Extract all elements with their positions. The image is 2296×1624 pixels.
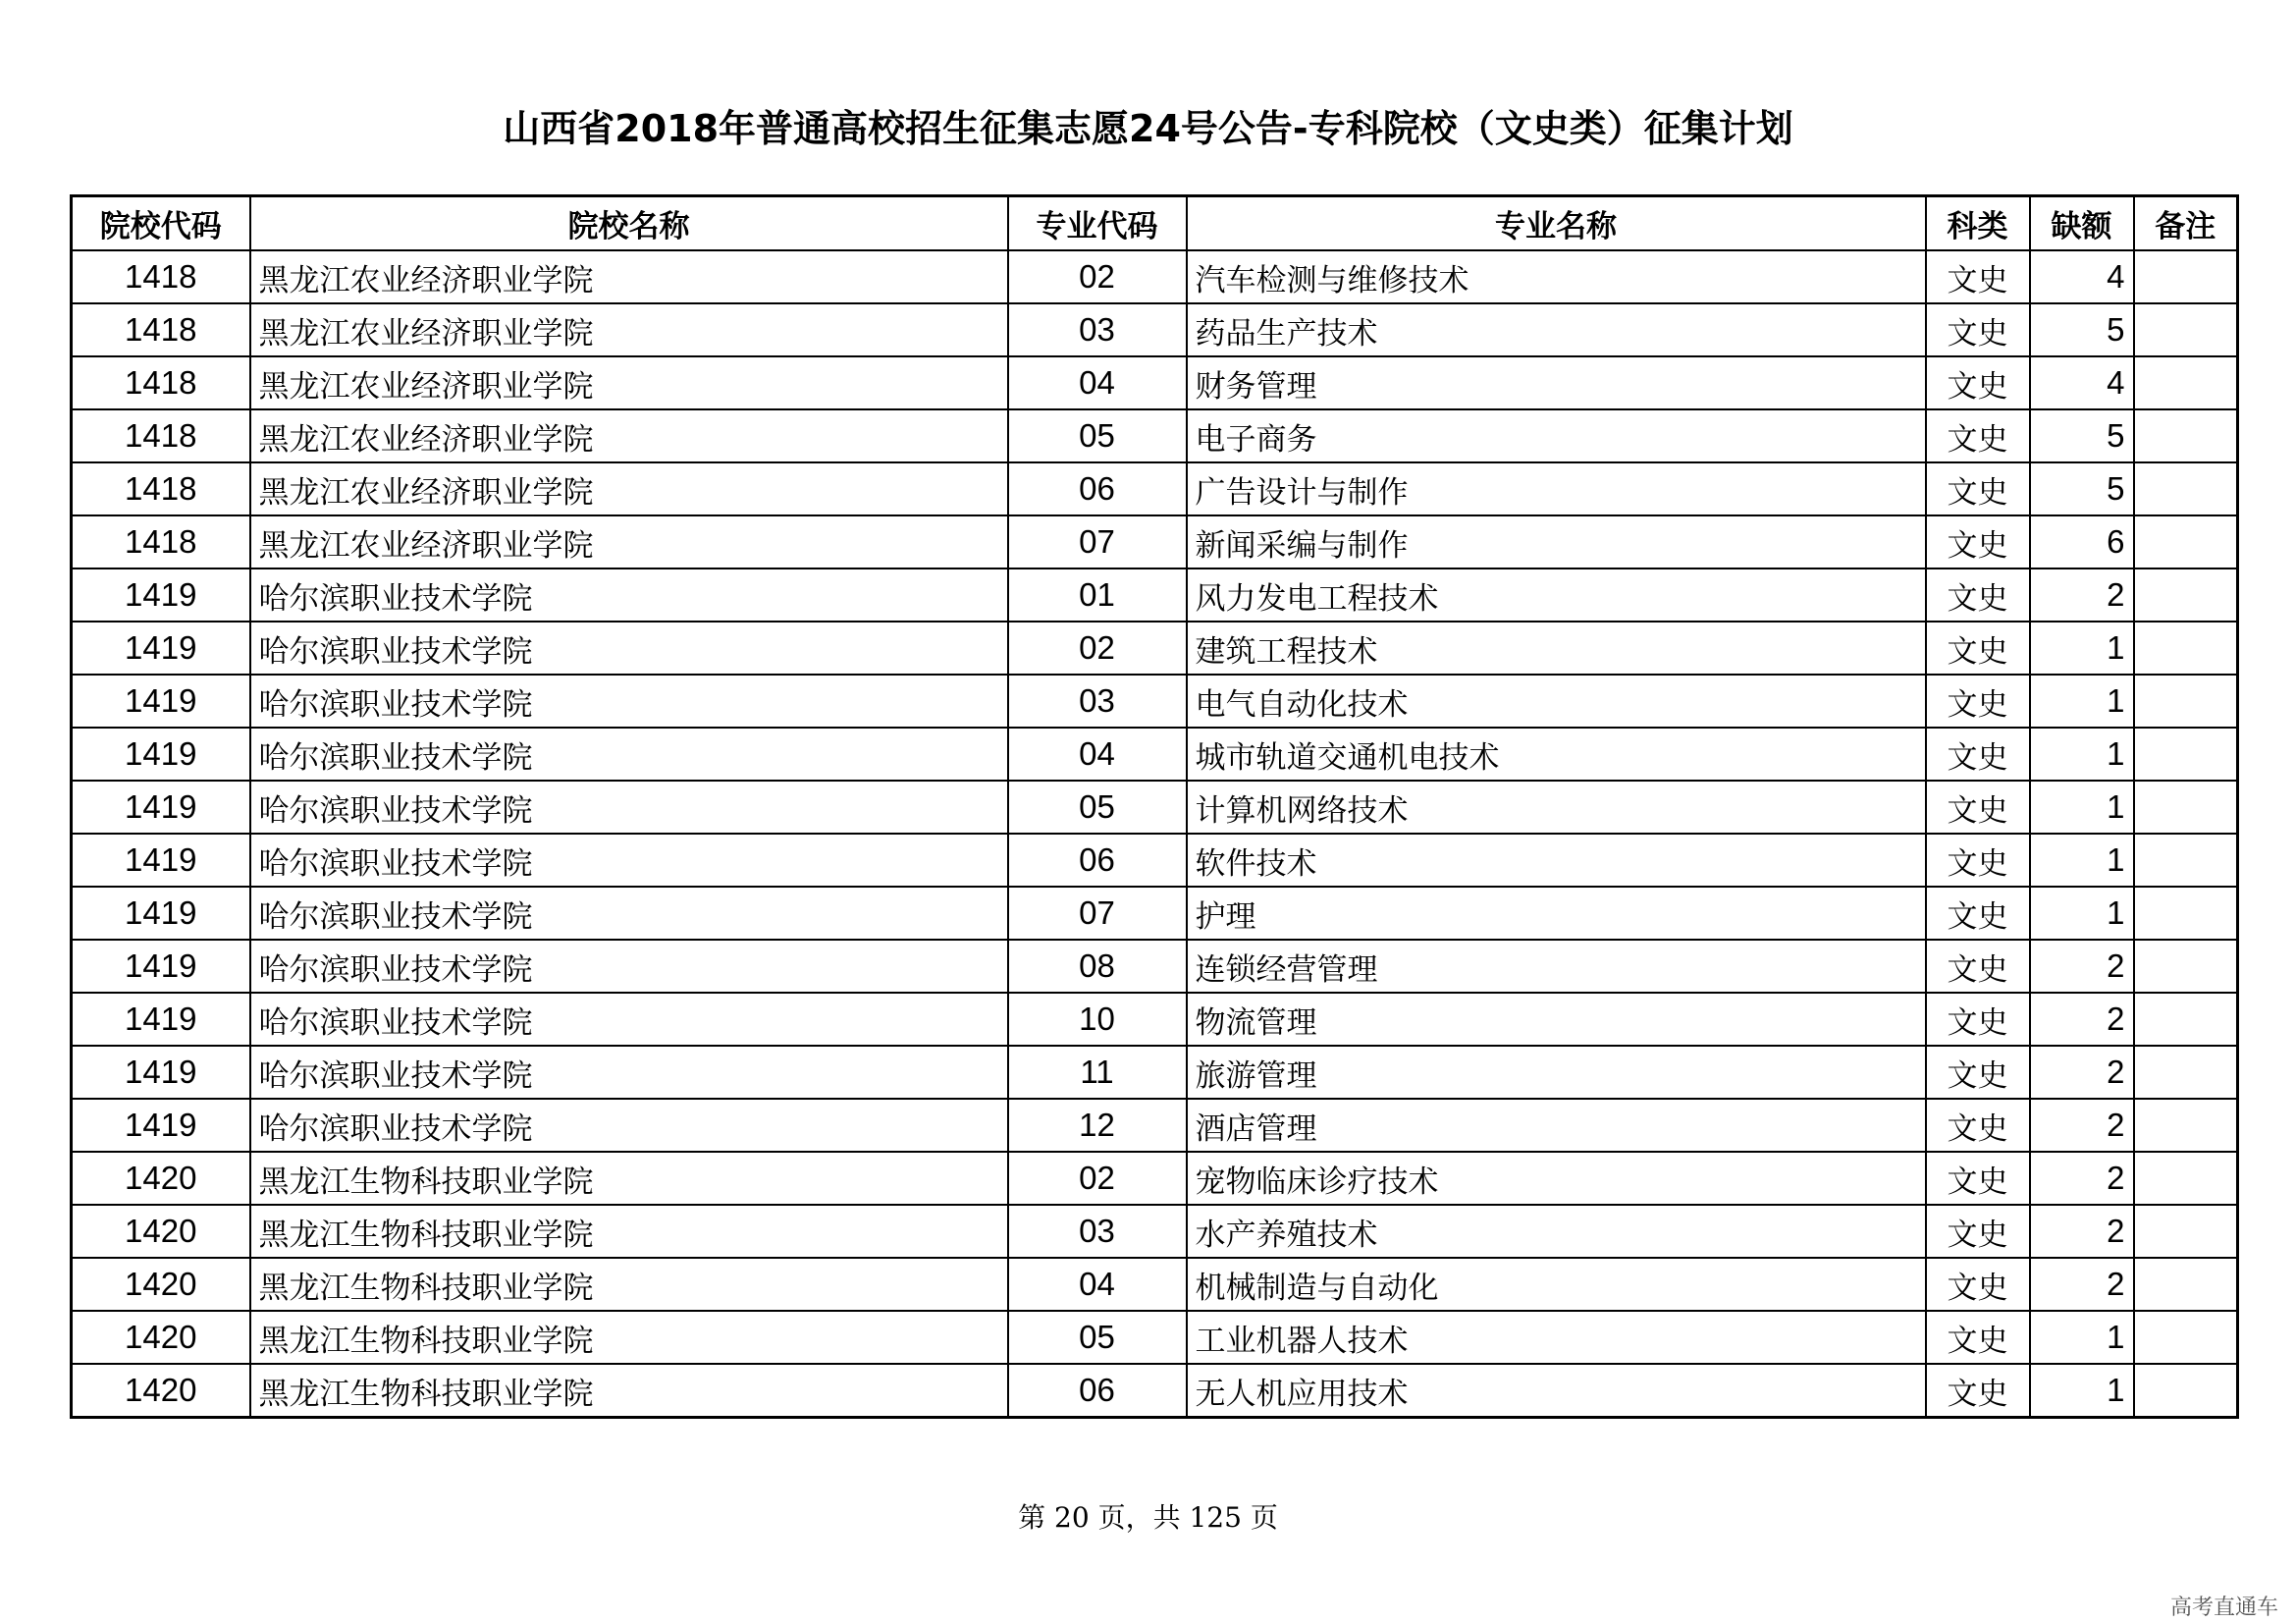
cell-major-code: 11 [1008,1046,1187,1099]
table-row [72,1258,2238,1311]
table-row [72,568,2238,622]
cell-school-name: 黑龙江农业经济职业学院 [250,515,1008,568]
cell-major-name: 财务管理 [1187,356,1926,409]
cell-quota: 2 [2030,1099,2134,1152]
cell-school-code: 1419 [72,834,250,887]
table-row [72,1099,2238,1152]
page-number-footer: 第 20 页，共 125 页 [1018,1501,1278,1534]
cell-major-name: 连锁经营管理 [1187,940,1926,993]
cell-major-code: 04 [1008,728,1187,781]
table-row [72,1152,2238,1205]
cell-category: 文史 [1926,356,2030,409]
cell-school-name: 哈尔滨职业技术学院 [250,675,1008,728]
cell-major-name: 新闻采编与制作 [1187,515,1926,568]
table-row [72,250,2238,303]
header-remarks: 备注 [2134,196,2238,251]
cell-major-code: 03 [1008,1205,1187,1258]
cell-category: 文史 [1926,1099,2030,1152]
cell-remarks [2134,1046,2238,1099]
table-row [72,781,2238,834]
cell-quota: 1 [2030,1311,2134,1364]
table-header-row [72,196,2238,251]
cell-remarks [2134,728,2238,781]
cell-major-code: 07 [1008,887,1187,940]
cell-remarks [2134,1152,2238,1205]
table-row [72,622,2238,675]
cell-remarks [2134,834,2238,887]
cell-school-code: 1420 [72,1152,250,1205]
cell-major-name: 风力发电工程技术 [1187,568,1926,622]
table-row [72,1311,2238,1364]
cell-remarks [2134,462,2238,515]
cell-remarks [2134,568,2238,622]
cell-major-name: 工业机器人技术 [1187,1311,1926,1364]
cell-major-code: 03 [1008,675,1187,728]
cell-school-name: 哈尔滨职业技术学院 [250,1099,1008,1152]
cell-quota: 5 [2030,303,2134,356]
cell-school-name: 哈尔滨职业技术学院 [250,622,1008,675]
header-school-name: 院校名称 [250,196,1008,251]
cell-category: 文史 [1926,1258,2030,1311]
cell-school-name: 哈尔滨职业技术学院 [250,993,1008,1046]
cell-remarks [2134,1205,2238,1258]
cell-major-code: 04 [1008,1258,1187,1311]
page-title: 山西省2018年普通高校招生征集志愿24号公告-专科院校（文史类）征集计划 [503,107,1793,150]
cell-quota: 2 [2030,993,2134,1046]
table-row [72,940,2238,993]
cell-quota: 5 [2030,462,2134,515]
table-row [72,993,2238,1046]
cell-major-name: 酒店管理 [1187,1099,1926,1152]
cell-quota: 2 [2030,568,2134,622]
cell-category: 文史 [1926,1205,2030,1258]
cell-remarks [2134,356,2238,409]
table-row [72,409,2238,462]
cell-school-name: 黑龙江农业经济职业学院 [250,356,1008,409]
cell-quota: 1 [2030,834,2134,887]
table-row [72,887,2238,940]
cell-major-name: 宠物临床诊疗技术 [1187,1152,1926,1205]
cell-major-name: 计算机网络技术 [1187,781,1926,834]
cell-major-code: 02 [1008,250,1187,303]
cell-major-code: 12 [1008,1099,1187,1152]
cell-category: 文史 [1926,462,2030,515]
cell-major-name: 电子商务 [1187,409,1926,462]
cell-school-code: 1418 [72,303,250,356]
cell-school-name: 黑龙江生物科技职业学院 [250,1205,1008,1258]
cell-school-name: 哈尔滨职业技术学院 [250,568,1008,622]
cell-school-name: 黑龙江生物科技职业学院 [250,1258,1008,1311]
header-quota: 缺额 [2030,196,2134,251]
cell-remarks [2134,1311,2238,1364]
cell-major-code: 03 [1008,303,1187,356]
cell-major-name: 电气自动化技术 [1187,675,1926,728]
cell-remarks [2134,1258,2238,1311]
cell-school-name: 哈尔滨职业技术学院 [250,1046,1008,1099]
cell-category: 文史 [1926,834,2030,887]
cell-school-name: 哈尔滨职业技术学院 [250,781,1008,834]
cell-school-code: 1419 [72,887,250,940]
table-row [72,462,2238,515]
cell-category: 文史 [1926,409,2030,462]
cell-school-name: 黑龙江生物科技职业学院 [250,1152,1008,1205]
cell-major-name: 药品生产技术 [1187,303,1926,356]
cell-school-name: 哈尔滨职业技术学院 [250,940,1008,993]
cell-school-code: 1418 [72,250,250,303]
cell-remarks [2134,993,2238,1046]
cell-school-code: 1419 [72,1046,250,1099]
cell-quota: 1 [2030,781,2134,834]
cell-category: 文史 [1926,568,2030,622]
cell-quota: 2 [2030,940,2134,993]
cell-major-code: 02 [1008,1152,1187,1205]
cell-major-code: 05 [1008,1311,1187,1364]
cell-category: 文史 [1926,1046,2030,1099]
cell-category: 文史 [1926,303,2030,356]
cell-quota: 2 [2030,1258,2134,1311]
cell-school-name: 哈尔滨职业技术学院 [250,728,1008,781]
cell-quota: 4 [2030,250,2134,303]
cell-school-name: 哈尔滨职业技术学院 [250,887,1008,940]
cell-category: 文史 [1926,887,2030,940]
table-row [72,1205,2238,1258]
cell-remarks [2134,887,2238,940]
cell-quota: 2 [2030,1046,2134,1099]
cell-category: 文史 [1926,781,2030,834]
cell-school-code: 1420 [72,1311,250,1364]
cell-school-code: 1418 [72,515,250,568]
cell-school-name: 黑龙江农业经济职业学院 [250,462,1008,515]
cell-school-name: 黑龙江农业经济职业学院 [250,250,1008,303]
cell-school-code: 1420 [72,1205,250,1258]
cell-quota: 6 [2030,515,2134,568]
cell-major-code: 10 [1008,993,1187,1046]
cell-school-name: 黑龙江农业经济职业学院 [250,409,1008,462]
cell-major-code: 05 [1008,409,1187,462]
cell-category: 文史 [1926,515,2030,568]
cell-quota: 5 [2030,409,2134,462]
cell-remarks [2134,515,2238,568]
cell-major-name: 广告设计与制作 [1187,462,1926,515]
cell-school-code: 1418 [72,409,250,462]
cell-school-code: 1420 [72,1364,250,1418]
watermark-text: 高考直通车 [2169,1596,2278,1620]
cell-category: 文史 [1926,993,2030,1046]
table-row [72,834,2238,887]
cell-category: 文史 [1926,675,2030,728]
cell-quota: 1 [2030,622,2134,675]
cell-major-name: 城市轨道交通机电技术 [1187,728,1926,781]
cell-school-code: 1419 [72,993,250,1046]
cell-major-name: 机械制造与自动化 [1187,1258,1926,1311]
cell-remarks [2134,781,2238,834]
cell-remarks [2134,303,2238,356]
cell-remarks [2134,409,2238,462]
cell-major-code: 02 [1008,622,1187,675]
cell-school-name: 黑龙江生物科技职业学院 [250,1364,1008,1418]
cell-major-name: 物流管理 [1187,993,1926,1046]
cell-school-code: 1419 [72,622,250,675]
table-row [72,515,2238,568]
table-row [72,1046,2238,1099]
cell-major-name: 软件技术 [1187,834,1926,887]
table-row [72,1364,2238,1418]
cell-remarks [2134,675,2238,728]
cell-category: 文史 [1926,1364,2030,1418]
cell-school-name: 黑龙江生物科技职业学院 [250,1311,1008,1364]
cell-category: 文史 [1926,622,2030,675]
cell-major-name: 建筑工程技术 [1187,622,1926,675]
cell-quota: 1 [2030,1364,2134,1418]
cell-school-code: 1420 [72,1258,250,1311]
cell-school-code: 1419 [72,940,250,993]
cell-major-name: 旅游管理 [1187,1046,1926,1099]
enrollment-plan-table [70,194,2239,1419]
cell-school-code: 1418 [72,462,250,515]
cell-remarks [2134,1099,2238,1152]
cell-quota: 2 [2030,1205,2134,1258]
cell-major-code: 06 [1008,1364,1187,1418]
cell-major-code: 01 [1008,568,1187,622]
cell-school-name: 黑龙江农业经济职业学院 [250,303,1008,356]
cell-school-code: 1419 [72,728,250,781]
cell-category: 文史 [1926,940,2030,993]
cell-major-code: 08 [1008,940,1187,993]
cell-major-name: 水产养殖技术 [1187,1205,1926,1258]
cell-school-code: 1419 [72,568,250,622]
table-row [72,728,2238,781]
cell-quota: 1 [2030,728,2134,781]
table-row [72,675,2238,728]
cell-major-name: 汽车检测与维修技术 [1187,250,1926,303]
cell-major-code: 06 [1008,834,1187,887]
cell-category: 文史 [1926,728,2030,781]
header-school-code: 院校代码 [72,196,250,251]
cell-quota: 1 [2030,887,2134,940]
cell-category: 文史 [1926,1152,2030,1205]
cell-quota: 2 [2030,1152,2134,1205]
header-category: 科类 [1926,196,2030,251]
cell-major-code: 04 [1008,356,1187,409]
table-row [72,303,2238,356]
header-major-name: 专业名称 [1187,196,1926,251]
cell-remarks [2134,1364,2238,1418]
cell-quota: 1 [2030,675,2134,728]
header-major-code: 专业代码 [1008,196,1187,251]
cell-remarks [2134,622,2238,675]
cell-school-code: 1418 [72,356,250,409]
cell-category: 文史 [1926,1311,2030,1364]
cell-category: 文史 [1926,250,2030,303]
cell-major-code: 07 [1008,515,1187,568]
cell-school-name: 哈尔滨职业技术学院 [250,834,1008,887]
cell-school-code: 1419 [72,1099,250,1152]
cell-school-code: 1419 [72,781,250,834]
cell-remarks [2134,250,2238,303]
cell-major-name: 无人机应用技术 [1187,1364,1926,1418]
cell-quota: 4 [2030,356,2134,409]
cell-school-code: 1419 [72,675,250,728]
cell-major-code: 05 [1008,781,1187,834]
cell-remarks [2134,940,2238,993]
cell-major-code: 06 [1008,462,1187,515]
cell-major-name: 护理 [1187,887,1926,940]
table-row [72,356,2238,409]
